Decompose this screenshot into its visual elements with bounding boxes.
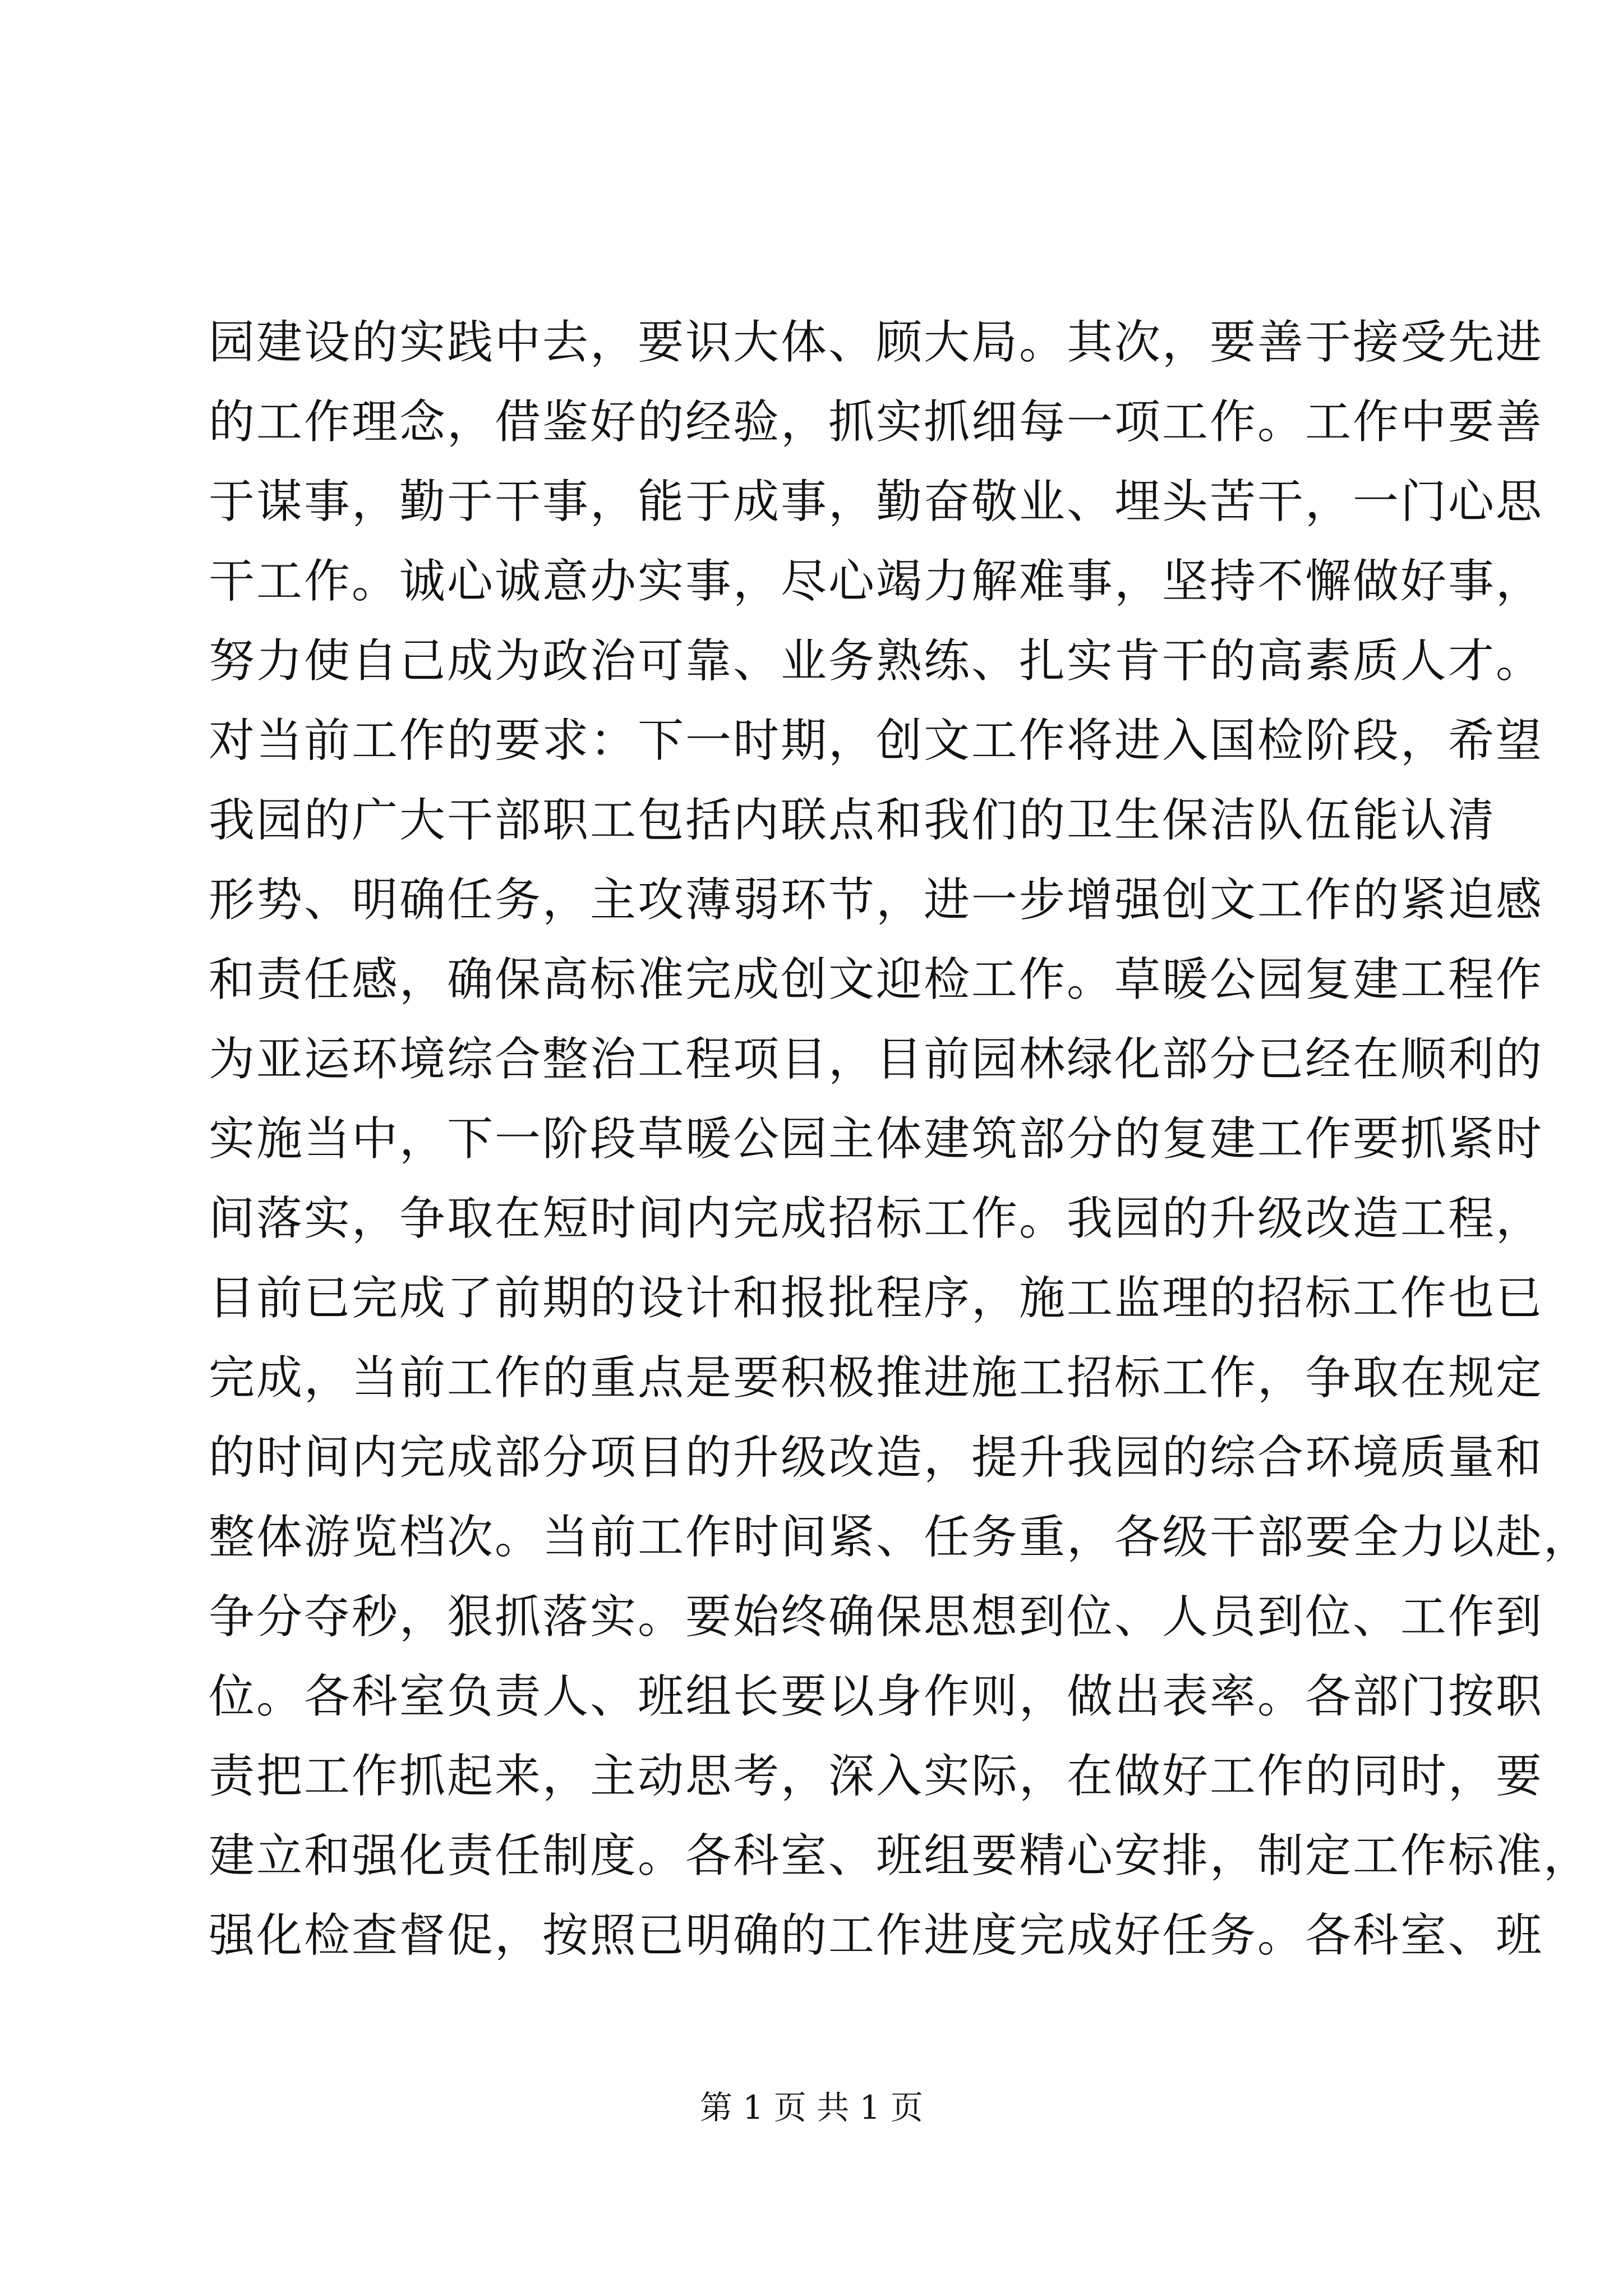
text-line: 我园的广大干部职工包括内联点和我们的卫生保洁队伍能认清: [209, 794, 1496, 847]
text-line: 的时间内完成部分项目的升级改造，提升我园的综合环境质量和: [209, 1431, 1544, 1484]
text-line: 于谋事，勤于干事，能于成事，勤奋敬业、埋头苦干，一门心思: [209, 475, 1544, 528]
text-line: 责把工作抓起来，主动思考，深入实际，在做好工作的同时，要: [209, 1750, 1544, 1803]
text-line: 的工作理念，借鉴好的经验，抓实抓细每一项工作。工作中要善: [209, 395, 1544, 449]
text-line: 整体游览档次。当前工作时间紧、任务重，各级干部要全力以赴，: [209, 1511, 1592, 1564]
text-line: 位。各科室负责人、班组长要以身作则，做出表率。各部门按职: [209, 1670, 1544, 1723]
text-line: 努力使自己成为政治可靠、业务熟练、扎实肯干的高素质人才。: [209, 634, 1544, 688]
text-line: 间落实，争取在短时间内完成招标工作。我园的升级改造工程，: [209, 1192, 1544, 1245]
body-text: [209, 303, 1592, 1976]
text-line: 建立和强化责任制度。各科室、班组要精心安排，制定工作标准，: [209, 1829, 1592, 1883]
text-line: 争分夺秒，狠抓落实。要始终确保思想到位、人员到位、工作到: [209, 1590, 1544, 1644]
text-line: 实施当中，下一阶段草暖公园主体建筑部分的复建工作要抓紧时: [209, 1112, 1544, 1166]
page-footer: 第 1 页 共 1 页: [700, 2088, 923, 2127]
text-line: 和责任感，确保高标准完成创文迎检工作。草暖公园复建工程作: [209, 953, 1544, 1006]
text-line: 形势、明确任务，主攻薄弱环节，进一步增强创文工作的紧迫感: [209, 873, 1544, 927]
text-line: 对当前工作的要求：下一时期，创文工作将进入国检阶段，希望: [209, 714, 1544, 767]
text-line: 园建设的实践中去，要识大体、顾大局。其次，要善于接受先进: [209, 316, 1544, 369]
text-line: 干工作。诚心诚意办实事，尽心竭力解难事，坚持不懈做好事，: [209, 555, 1544, 608]
text-line: 强化检查督促，按照已明确的工作进度完成好任务。各科室、班: [209, 1909, 1544, 1962]
text-line: 完成，当前工作的重点是要积极推进施工招标工作，争取在规定: [209, 1351, 1544, 1405]
text-line: 为亚运环境综合整治工程项目，目前园林绿化部分已经在顺利的: [209, 1033, 1544, 1086]
text-line: 目前已完成了前期的设计和报批程序，施工监理的招标工作也已: [209, 1272, 1544, 1325]
